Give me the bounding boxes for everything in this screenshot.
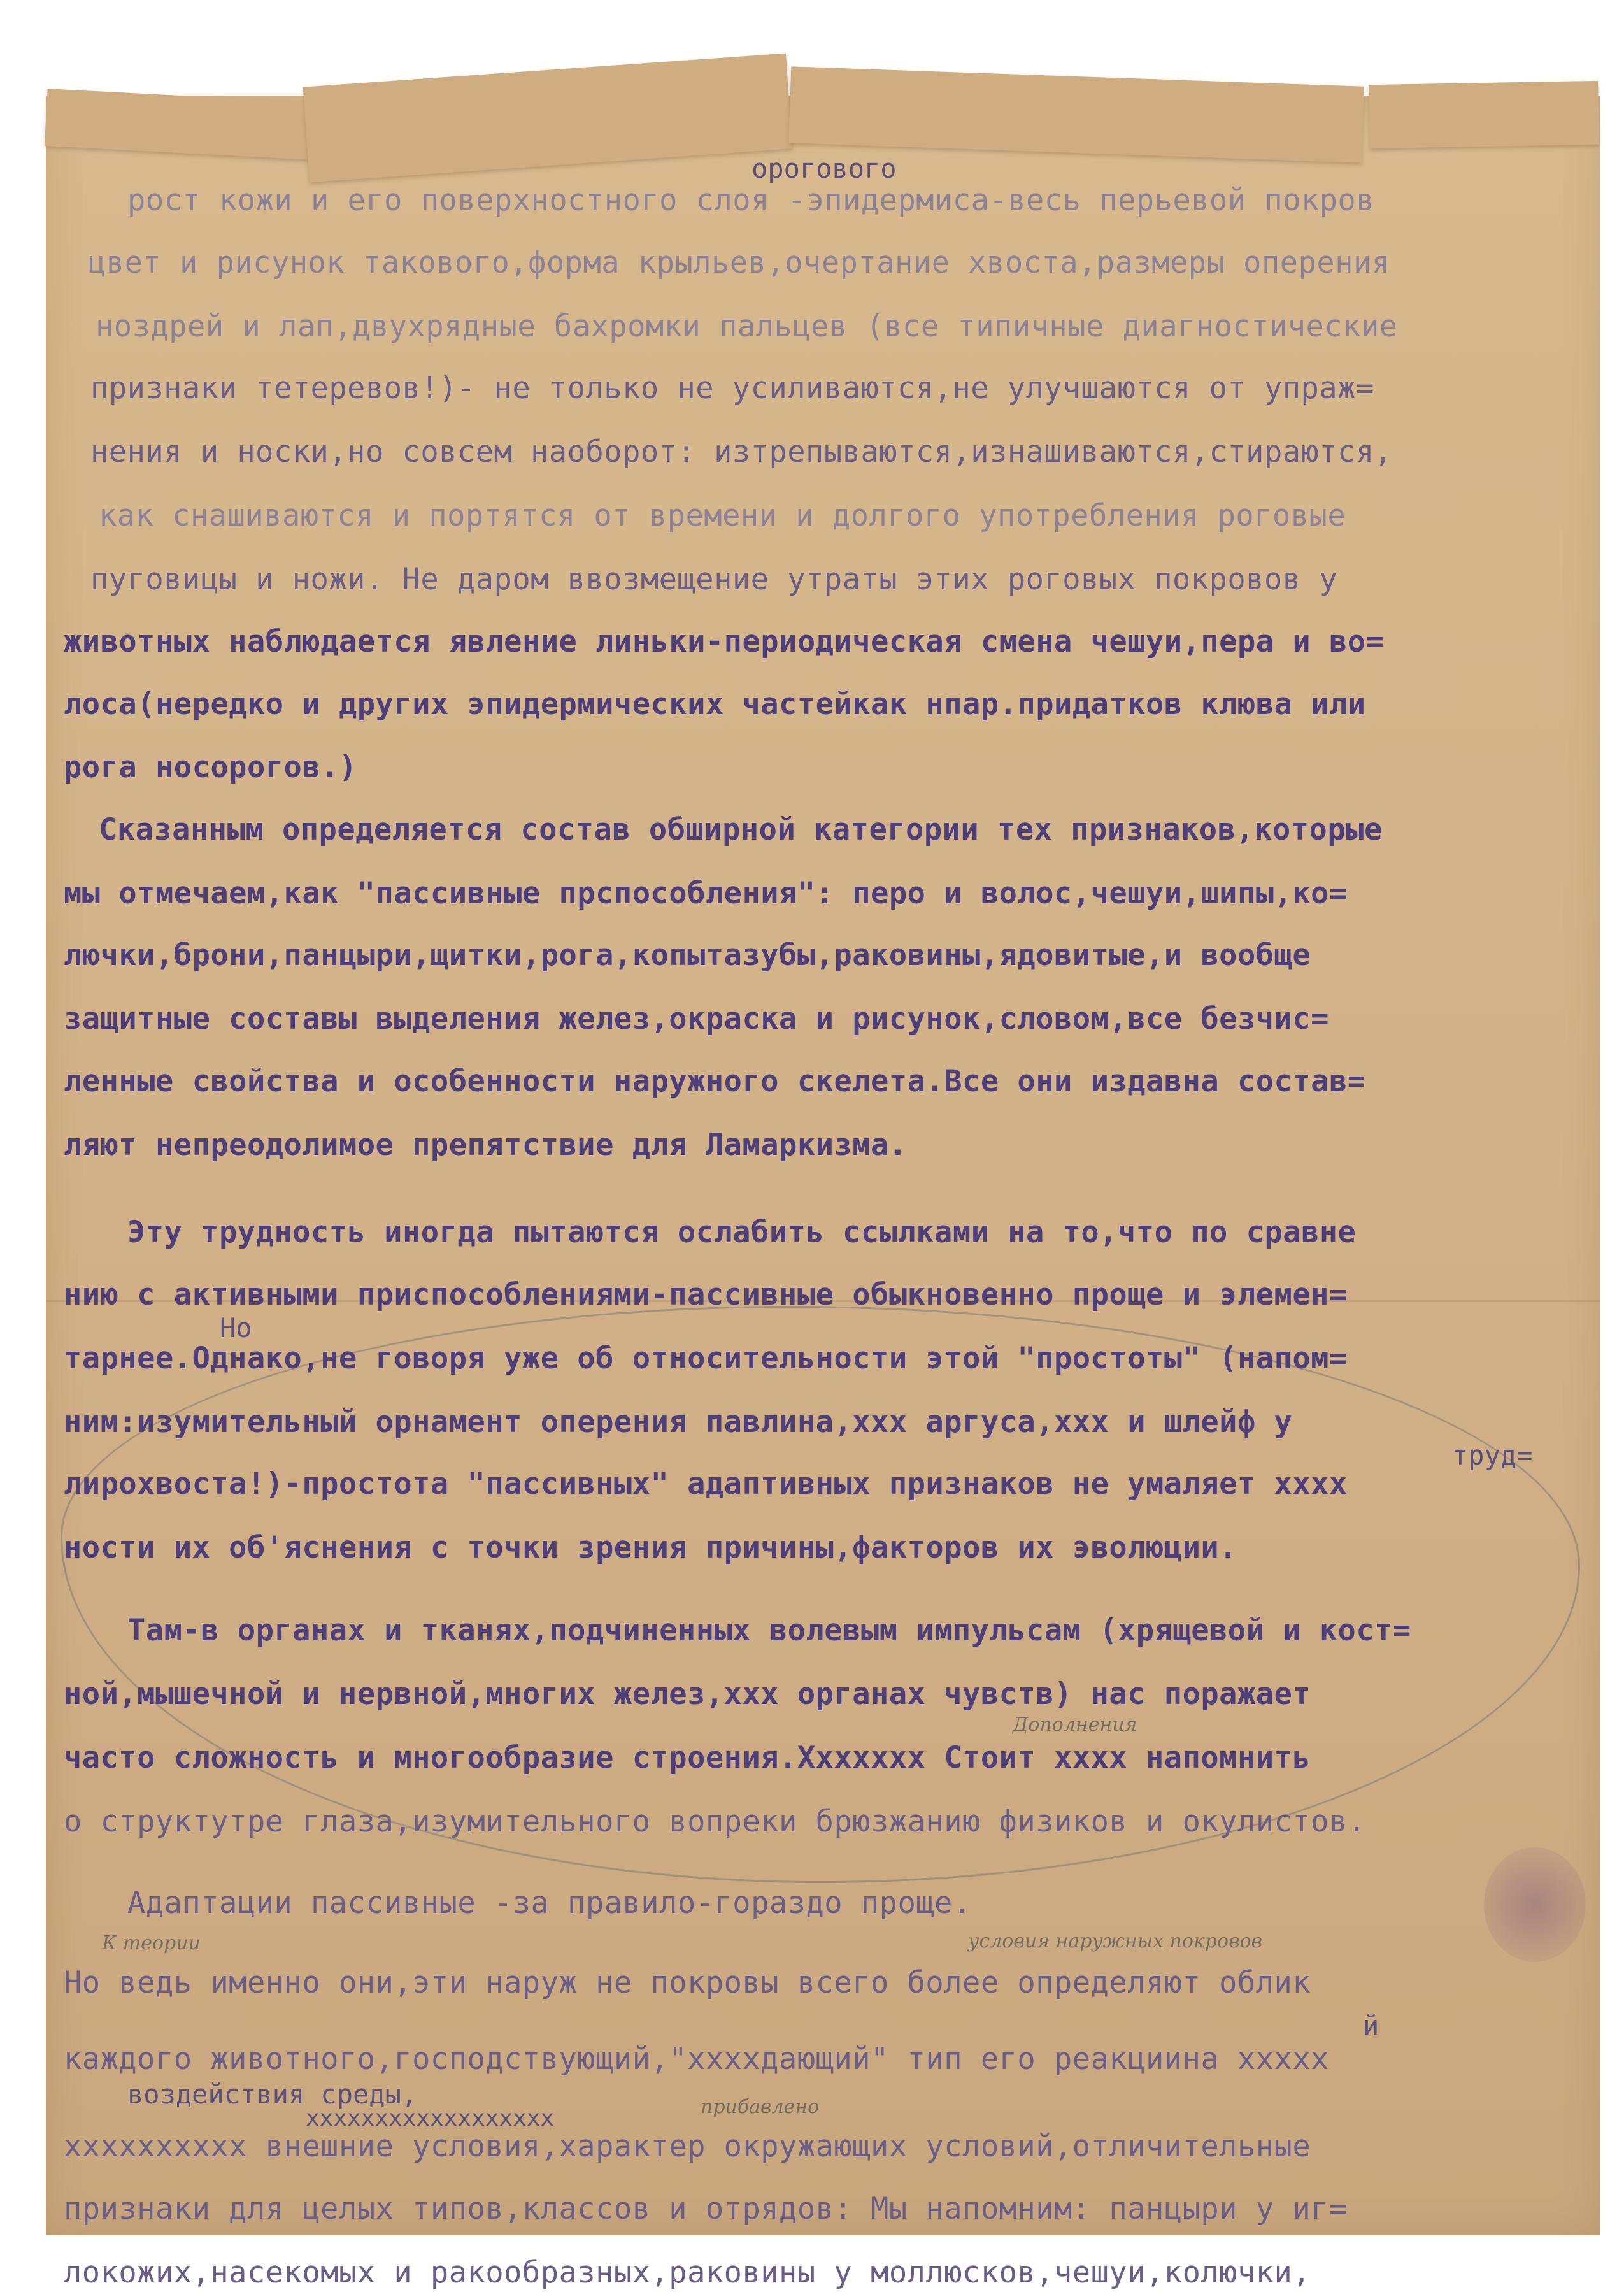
text-line: Сказанным определяется состав обширной категории тех признаков,которые — [99, 812, 1383, 847]
text-line: ной,мышечной и нервной,многих желез,ххх органах чувств) нас поражает — [64, 1677, 1311, 1712]
pencil-note-k-teorii: К теории — [102, 1932, 201, 1954]
text-line: признаки тетеревов!)- не только не усиливаются,не улучшаются от упраж= — [90, 371, 1374, 406]
text-line: ним:изумительный орнамент оперения павлина,ххх аргуса,ххх и шлейф у — [64, 1405, 1293, 1440]
text-line: Адаптации пассивные -за правило-гораздо проще. — [127, 1886, 971, 1921]
text-line: нию с активными приспособлениями-пассивные обыкновенно проще и элемен= — [64, 1277, 1348, 1312]
text-line: часто сложность и многообразие строения.Ххххххх Стоит хххх напомнить — [64, 1740, 1311, 1775]
text-line: лючки,брони,панцыри,щитки,рога,копытазубы,раковины,ядовитые,и вообще — [64, 938, 1311, 973]
text-line: локожих,насекомых и ракообразных,раковины у моллюсков,чешуи,колючки, — [64, 2255, 1311, 2290]
handwritten-insert-trud: труд= — [1452, 1440, 1533, 1471]
text-line: признаки для целых типов,классов и отрядов: Мы напомним: панцыри у иг= — [64, 2191, 1348, 2226]
text-line: лоса(нередко и других эпидермических частейкак нпар.придатков клюва или — [64, 687, 1366, 722]
text-line: ляют непреодолимое препятствие для Ламаркизма. — [64, 1128, 908, 1163]
text-line: хххххххххх внешние условия,характер окружающих условий,отличительные — [64, 2129, 1311, 2164]
typed-insert-vozdeystviya: воздействия среды, — [127, 2079, 418, 2110]
typed-insert-xline: хххххххххххххххххх — [306, 2105, 555, 2131]
text-line: цвет и рисунок такового,форма крыльев,очертание хвоста,размеры оперения — [88, 245, 1390, 280]
text-line: ноздрей и лап,двухрядные бахромки пальцев (все типичные диагностические — [96, 309, 1398, 344]
text-line: о структутре глаза,изумительного вопреки брюзжанию физиков и окулистов. — [64, 1804, 1366, 1839]
text-line: лирохвоста!)-простота "пассивных" адаптивных признаков не умаляет хххх — [64, 1466, 1348, 1501]
text-line: пуговицы и ножи. Не даром ввозмещение утраты этих роговых покровов у — [90, 562, 1338, 597]
pencil-note-pribavleno: прибавлено — [701, 2096, 820, 2118]
text-line: как снашиваются и портятся от времени и долгого употребления роговые — [99, 498, 1346, 533]
torn-tape-far-right — [1369, 81, 1599, 148]
header-fragment: орогового — [751, 153, 897, 184]
text-line: рост кожи и его поверхностного слоя -эпидермиса-весь перьевой покров — [127, 183, 1375, 218]
handwritten-insert-y: й — [1363, 2010, 1379, 2041]
pencil-note-usloviya: условия наружных покровов — [968, 1930, 1263, 1952]
text-line: рога носорогов.) — [64, 750, 357, 785]
handwritten-insert-no: Но — [220, 1312, 252, 1343]
text-line: нения и носки,но совсем наоборот: изтрепываются,изнашиваются,стираются, — [90, 434, 1393, 469]
ink-smudge — [1484, 1847, 1586, 1962]
text-line: ности их об'яснения с точки зрения причины,факторов их эволюции. — [64, 1530, 1237, 1565]
text-line: тарнее.Однако,не говоря уже об относительности этой "простоты" (напом= — [64, 1341, 1348, 1376]
text-line: Эту трудность иногда пытаются ослабить ссылками на то,что по сравне — [127, 1215, 1357, 1250]
text-line: Но ведь именно они,эти наруж не покровы всего более определяют облик — [64, 1965, 1311, 2000]
pencil-note-dopolneniya: Дополнения — [1013, 1714, 1137, 1736]
text-line: защитные составы выделения желез,окраска и рисунок,словом,все безчис= — [64, 1001, 1329, 1036]
text-line: ленные свойства и особенности наружного скелета.Все они издавна состав= — [64, 1064, 1366, 1099]
text-line: каждого животного,господствующий,"ххххдающий" тип его реакциина ххххх — [64, 2042, 1329, 2077]
text-line: Там-в органах и тканях,подчиненных волевым импульсам (хрящевой и кост= — [127, 1613, 1411, 1648]
text-line: животных наблюдается явление линьки-периодическая смена чешуи,пера и во= — [64, 624, 1385, 659]
text-line: мы отмечаем,как "пассивные прспособления": перо и волос,чешуи,шипы,ко= — [64, 876, 1348, 911]
